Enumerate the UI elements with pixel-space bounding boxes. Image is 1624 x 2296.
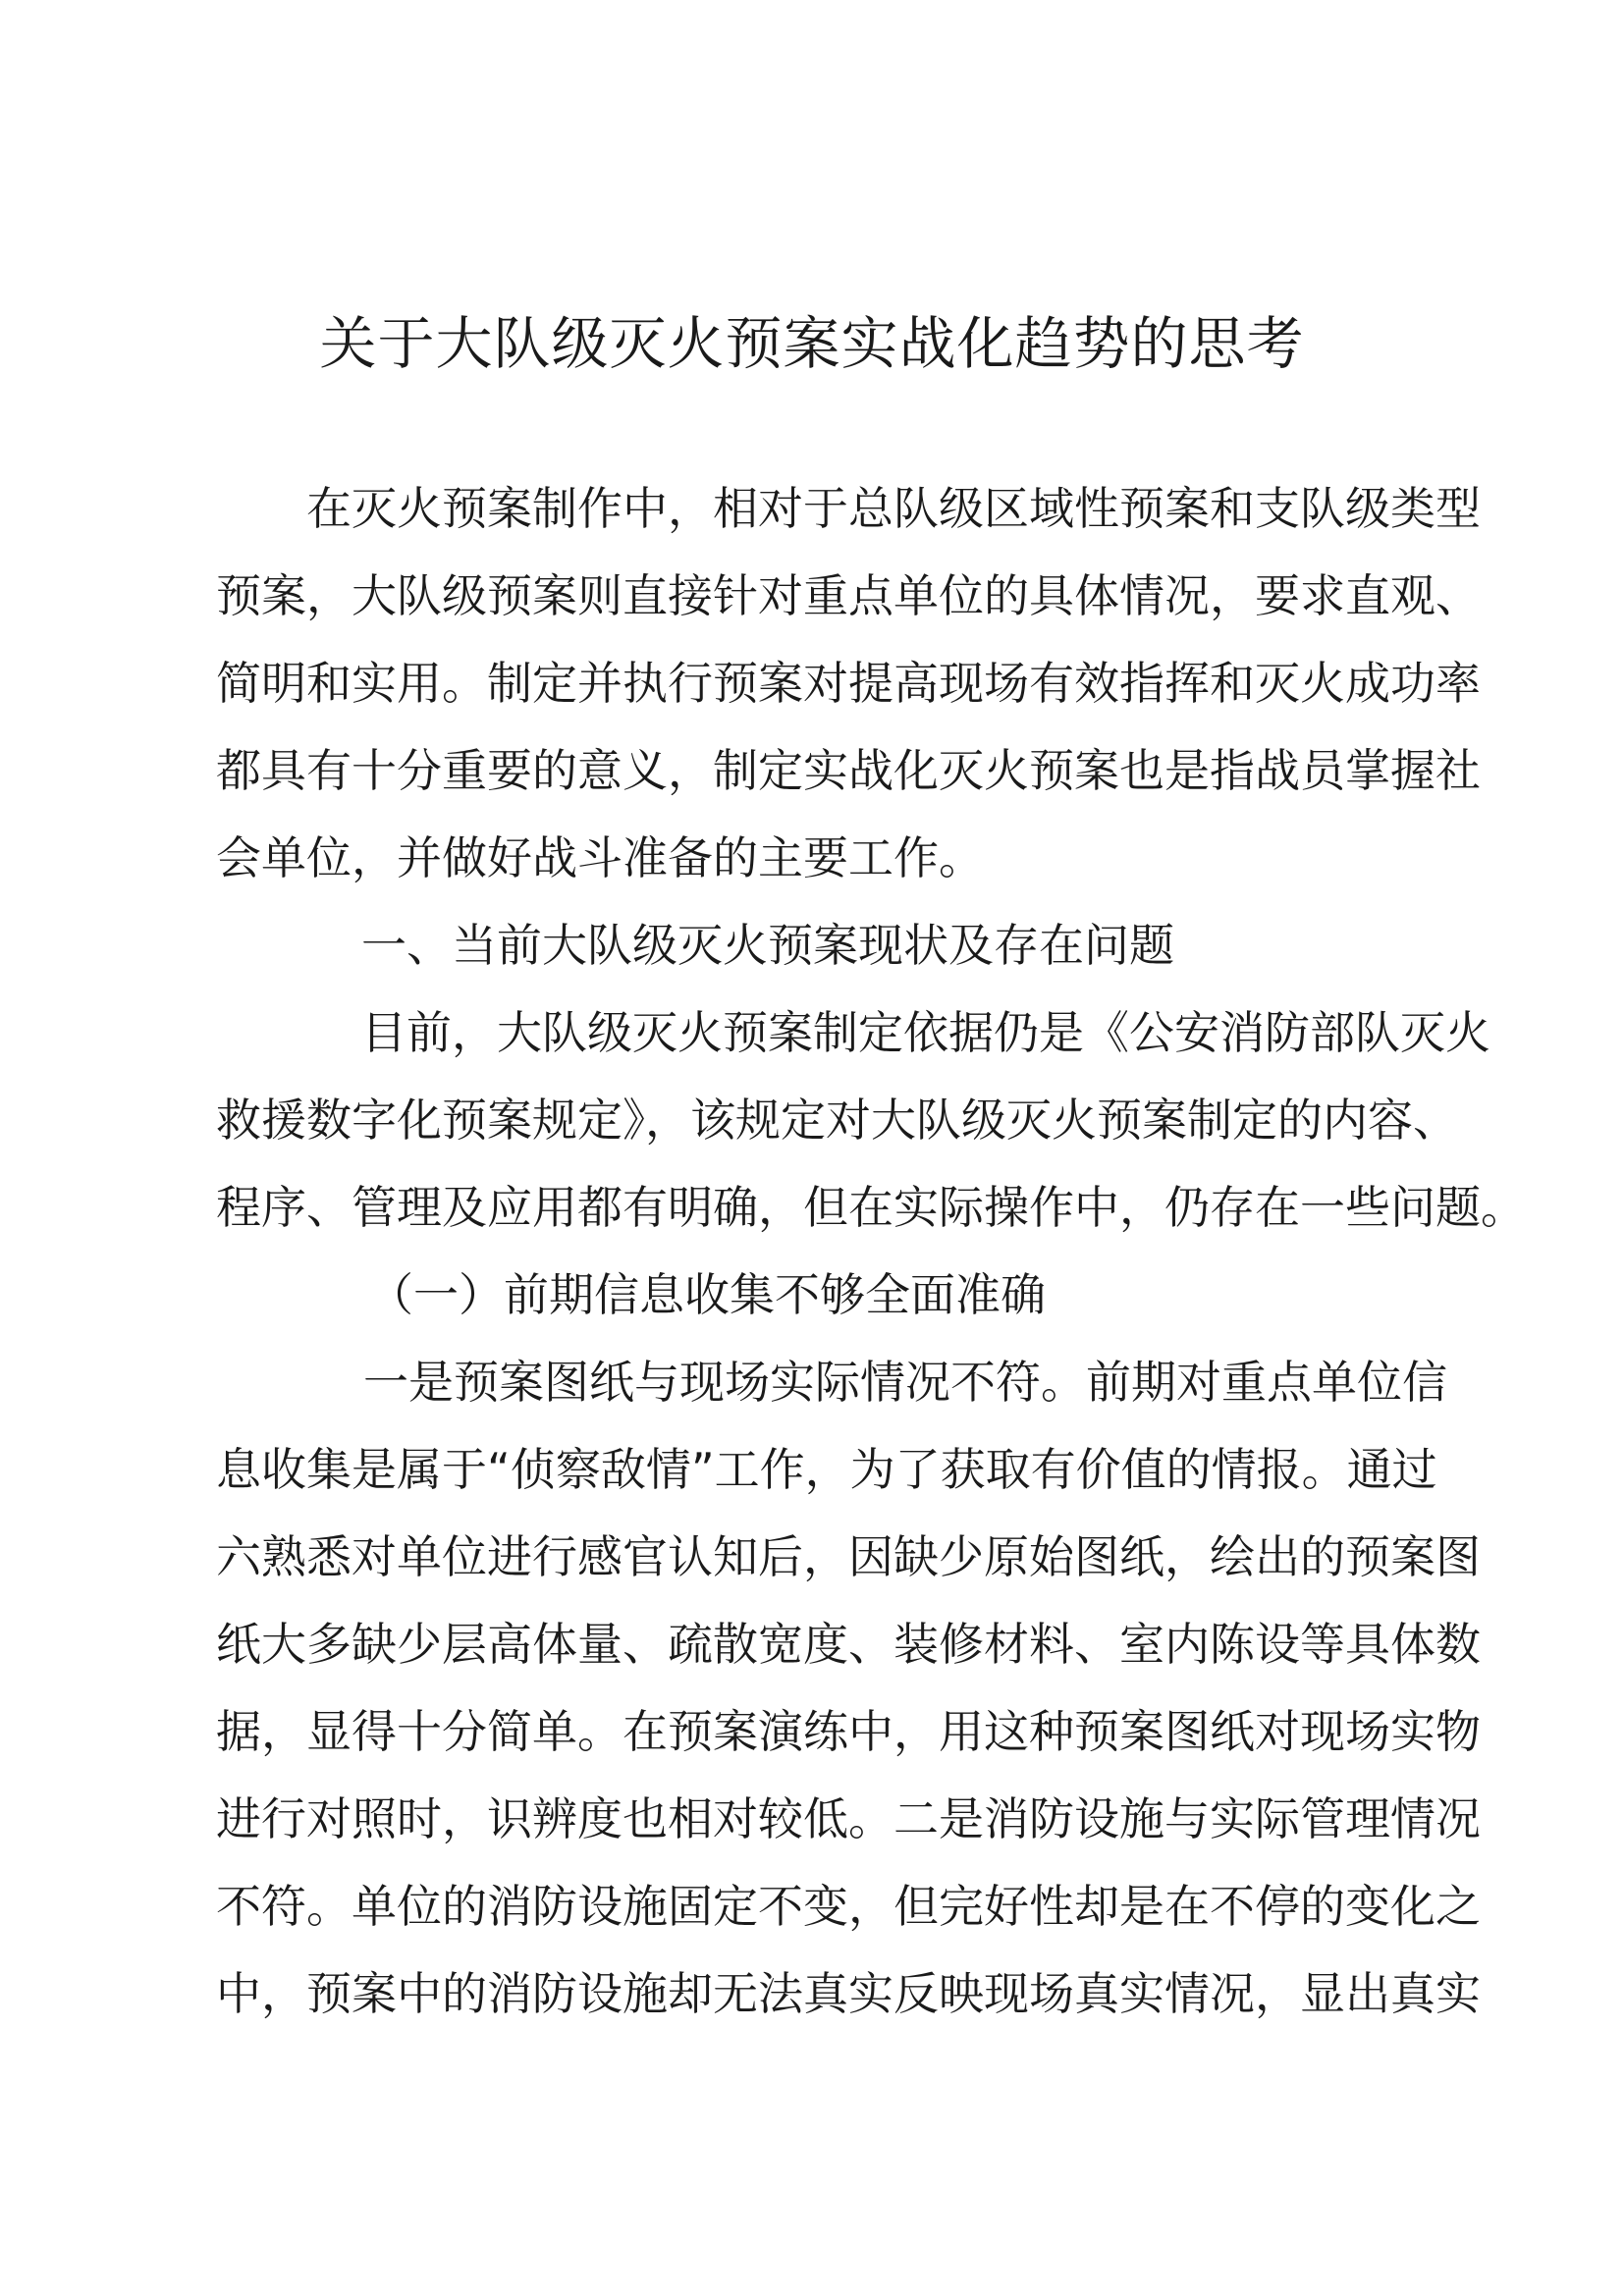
section-heading: 一、当前大队级灭火预案现状及存在问题 [361,919,1174,972]
paragraph-line: 进行对照时，识辨度也相对较低。二是消防设施与实际管理情况 [216,1792,1481,1845]
paragraph-line: 会单位，并做好战斗准备的主要工作。 [216,831,984,884]
paragraph-line: 救援数字化预案规定》，该规定对大队级灭火预案制定的内容、 [216,1094,1458,1147]
paragraph-line: 纸大多缺少层高体量、疏散宽度、装修材料、室内陈设等具体数 [216,1618,1481,1671]
paragraph-line: 息收集是属于“侦察敌情”工作，为了获取有价值的情报。通过 [216,1443,1437,1496]
paragraph-line: 预案，大队级预案则直接针对重点单位的具体情况，要求直观、 [216,569,1481,622]
paragraph-line: 在灭火预案制作中，相对于总队级区域性预案和支队级类型 [306,482,1481,535]
subsection-heading: （一）前期信息收集不够全面准确 [368,1268,1046,1321]
paragraph-line: 不符。单位的消防设施固定不变，但完好性却是在不停的变化之 [216,1880,1481,1933]
paragraph-line: 目前，大队级灭火预案制定依据仍是《公安消防部队灭火 [361,1006,1490,1059]
paragraph-line: 程序、管理及应用都有明确，但在实际操作中，仍存在一些问题。 [216,1181,1526,1234]
paragraph-line: 一是预案图纸与现场实际情况不符。前期对重点单位信 [363,1356,1447,1409]
paragraph-line: 简明和实用。制定并执行预案对提高现场有效指挥和灭火成功率 [216,657,1481,710]
paragraph-line: 六熟悉对单位进行感官认知后，因缺少原始图纸，绘出的预案图 [216,1530,1481,1583]
paragraph-line: 都具有十分重要的意义，制定实战化灭火预案也是指战员掌握社 [216,744,1481,797]
document-body [216,465,1526,2038]
paragraph-line: 中，预案中的消防设施却无法真实反映现场真实情况，显出真实 [216,1967,1481,2020]
document-title: 关于大队级灭火预案实战化趋势的思考 [319,310,1305,377]
paragraph-line: 据，显得十分简单。在预案演练中，用这种预案图纸对现场实物 [216,1705,1481,1758]
